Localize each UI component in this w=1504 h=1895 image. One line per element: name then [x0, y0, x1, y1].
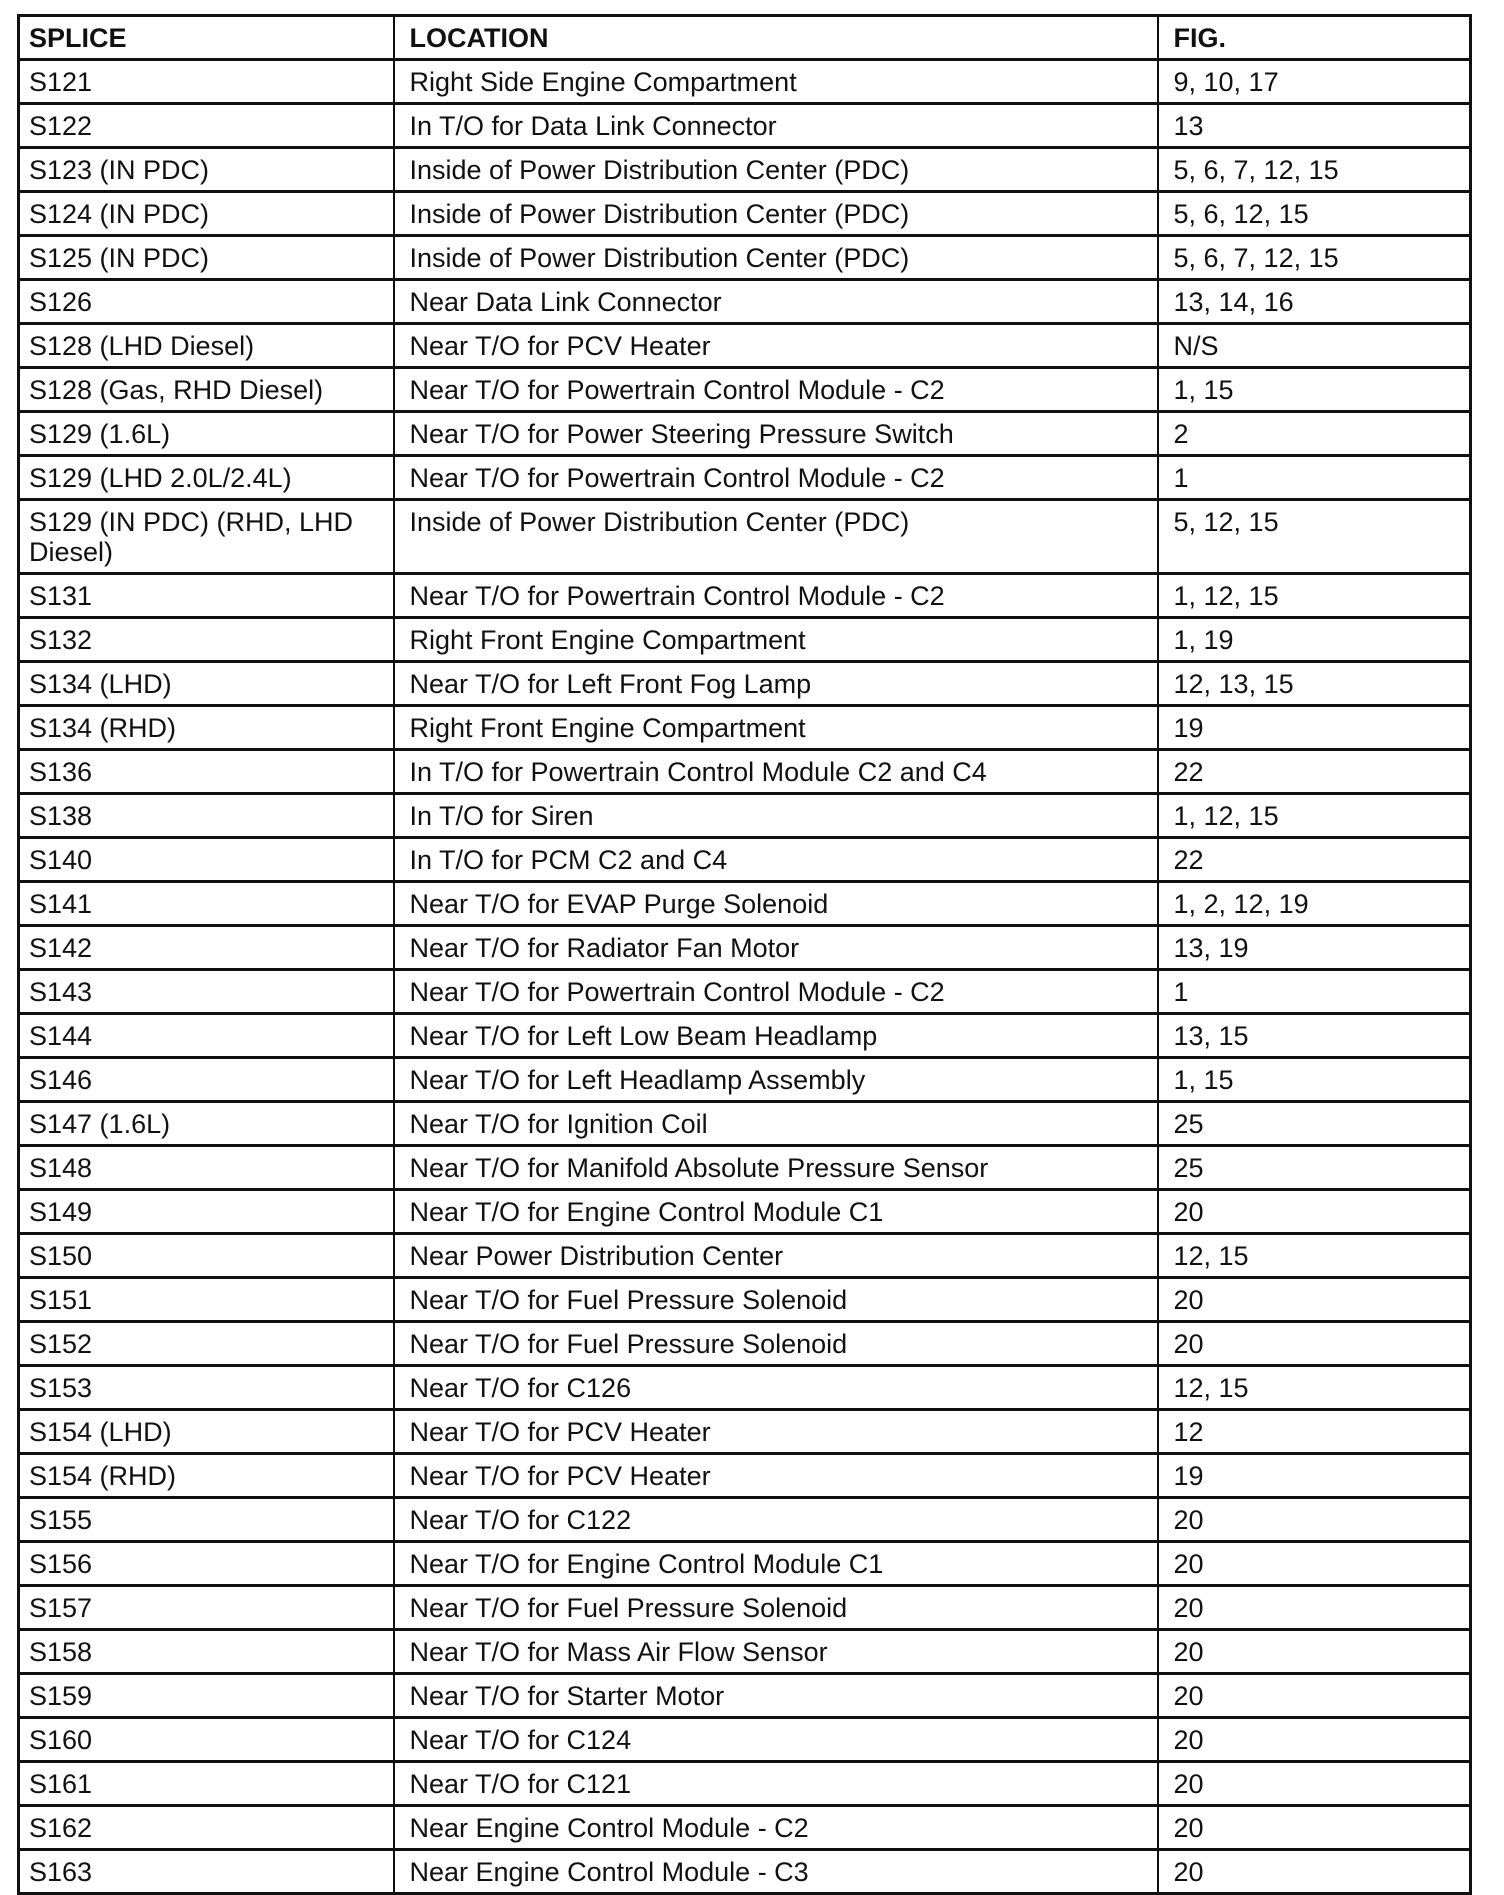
- location-cell: Near T/O for PCV Heater: [394, 1410, 1158, 1454]
- table-row: [19, 926, 1471, 970]
- location-cell: Near T/O for EVAP Purge Solenoid: [394, 882, 1158, 926]
- table-row: [19, 1014, 1471, 1058]
- location-cell: Inside of Power Distribution Center (PDC): [394, 148, 1158, 192]
- table-row: [19, 1102, 1471, 1146]
- splice-cell: S136: [19, 750, 394, 794]
- table-row: [19, 1806, 1471, 1850]
- table-row: [19, 706, 1471, 750]
- table-row: [19, 838, 1471, 882]
- fig-cell: 20: [1158, 1806, 1471, 1850]
- splice-cell: S152: [19, 1322, 394, 1366]
- fig-cell: 20: [1158, 1278, 1471, 1322]
- location-cell: Right Front Engine Compartment: [394, 706, 1158, 750]
- fig-cell: 19: [1158, 706, 1471, 750]
- column-header-location: LOCATION: [394, 16, 1158, 60]
- fig-cell: 1, 2, 12, 19: [1158, 882, 1471, 926]
- table-row: [19, 104, 1471, 148]
- table-row: [19, 456, 1471, 500]
- fig-cell: 1: [1158, 970, 1471, 1014]
- fig-cell: 12, 15: [1158, 1366, 1471, 1410]
- splice-cell: S132: [19, 618, 394, 662]
- table-row: [19, 1366, 1471, 1410]
- table-row: [19, 412, 1471, 456]
- location-cell: Inside of Power Distribution Center (PDC): [394, 500, 1158, 574]
- location-cell: In T/O for Data Link Connector: [394, 104, 1158, 148]
- location-cell: Near Power Distribution Center: [394, 1234, 1158, 1278]
- table-row: [19, 1278, 1471, 1322]
- fig-cell: 20: [1158, 1850, 1471, 1894]
- table-row: [19, 60, 1471, 104]
- fig-cell: 13, 14, 16: [1158, 280, 1471, 324]
- table-row: [19, 1762, 1471, 1806]
- splice-cell: S129 (1.6L): [19, 412, 394, 456]
- table-row: [19, 750, 1471, 794]
- splice-cell: S134 (LHD): [19, 662, 394, 706]
- splice-cell: S153: [19, 1366, 394, 1410]
- location-cell: Near T/O for Power Steering Pressure Switch: [394, 412, 1158, 456]
- splice-cell: S144: [19, 1014, 394, 1058]
- splice-cell: S141: [19, 882, 394, 926]
- fig-cell: 1, 19: [1158, 618, 1471, 662]
- column-header-fig: FIG.: [1158, 16, 1471, 60]
- splice-cell: S140: [19, 838, 394, 882]
- splice-cell: S126: [19, 280, 394, 324]
- location-cell: Near T/O for Ignition Coil: [394, 1102, 1158, 1146]
- location-cell: Near T/O for Powertrain Control Module - C2: [394, 970, 1158, 1014]
- fig-cell: 1, 15: [1158, 368, 1471, 412]
- splice-cell: S163: [19, 1850, 394, 1894]
- table-row: [19, 1498, 1471, 1542]
- table-row: [19, 1058, 1471, 1102]
- location-cell: Near T/O for Powertrain Control Module - C2: [394, 574, 1158, 618]
- splice-cell: S162: [19, 1806, 394, 1850]
- fig-cell: 9, 10, 17: [1158, 60, 1471, 104]
- table-row: [19, 192, 1471, 236]
- location-cell: Near T/O for Powertrain Control Module - C2: [394, 368, 1158, 412]
- fig-cell: 1, 12, 15: [1158, 794, 1471, 838]
- splice-cell: S138: [19, 794, 394, 838]
- splice-cell: S146: [19, 1058, 394, 1102]
- table-row: [19, 1454, 1471, 1498]
- splice-cell: S125 (IN PDC): [19, 236, 394, 280]
- splice-location-table: [17, 14, 1472, 1895]
- table-body: [19, 60, 1471, 1894]
- fig-cell: 5, 6, 7, 12, 15: [1158, 148, 1471, 192]
- table-row: [19, 882, 1471, 926]
- table-row: [19, 794, 1471, 838]
- splice-cell: S150: [19, 1234, 394, 1278]
- fig-cell: 13: [1158, 104, 1471, 148]
- location-cell: Right Side Engine Compartment: [394, 60, 1158, 104]
- table-row: [19, 1190, 1471, 1234]
- splice-cell: S154 (LHD): [19, 1410, 394, 1454]
- fig-cell: 1, 15: [1158, 1058, 1471, 1102]
- table-row: [19, 1542, 1471, 1586]
- table-row: [19, 280, 1471, 324]
- location-cell: In T/O for Powertrain Control Module C2 and C4: [394, 750, 1158, 794]
- fig-cell: 20: [1158, 1630, 1471, 1674]
- location-cell: Inside of Power Distribution Center (PDC): [394, 236, 1158, 280]
- splice-cell: S149: [19, 1190, 394, 1234]
- table-row: [19, 1322, 1471, 1366]
- location-cell: Near T/O for Radiator Fan Motor: [394, 926, 1158, 970]
- location-cell: Near T/O for Fuel Pressure Solenoid: [394, 1278, 1158, 1322]
- location-cell: Near T/O for Powertrain Control Module - C2: [394, 456, 1158, 500]
- splice-cell: S134 (RHD): [19, 706, 394, 750]
- location-cell: In T/O for Siren: [394, 794, 1158, 838]
- table-row: [19, 1718, 1471, 1762]
- location-cell: Near Data Link Connector: [394, 280, 1158, 324]
- splice-cell: S148: [19, 1146, 394, 1190]
- table-row: [19, 1850, 1471, 1894]
- table-row: [19, 662, 1471, 706]
- splice-cell: S128 (Gas, RHD Diesel): [19, 368, 394, 412]
- fig-cell: 12, 13, 15: [1158, 662, 1471, 706]
- fig-cell: 5, 6, 12, 15: [1158, 192, 1471, 236]
- fig-cell: 22: [1158, 750, 1471, 794]
- location-cell: Near T/O for Manifold Absolute Pressure Sensor: [394, 1146, 1158, 1190]
- location-cell: Near T/O for Fuel Pressure Solenoid: [394, 1586, 1158, 1630]
- table-row: [19, 1630, 1471, 1674]
- splice-cell: S147 (1.6L): [19, 1102, 394, 1146]
- table-row: [19, 1146, 1471, 1190]
- table-row: [19, 618, 1471, 662]
- table-row: [19, 1674, 1471, 1718]
- splice-cell: S156: [19, 1542, 394, 1586]
- fig-cell: 13, 15: [1158, 1014, 1471, 1058]
- splice-cell: S160: [19, 1718, 394, 1762]
- fig-cell: 12, 15: [1158, 1234, 1471, 1278]
- table-row: [19, 574, 1471, 618]
- location-cell: Near T/O for PCV Heater: [394, 324, 1158, 368]
- table-row: [19, 970, 1471, 1014]
- location-cell: Near T/O for Left Headlamp Assembly: [394, 1058, 1158, 1102]
- location-cell: Near T/O for Engine Control Module C1: [394, 1190, 1158, 1234]
- fig-cell: 20: [1158, 1762, 1471, 1806]
- location-cell: Near T/O for PCV Heater: [394, 1454, 1158, 1498]
- fig-cell: 22: [1158, 838, 1471, 882]
- fig-cell: 25: [1158, 1146, 1471, 1190]
- splice-cell: S122: [19, 104, 394, 148]
- fig-cell: 20: [1158, 1322, 1471, 1366]
- splice-cell: S151: [19, 1278, 394, 1322]
- location-cell: Near T/O for Fuel Pressure Solenoid: [394, 1322, 1158, 1366]
- splice-cell: S121: [19, 60, 394, 104]
- splice-cell: S129 (IN PDC) (RHD, LHD Diesel): [19, 500, 394, 574]
- location-cell: Near T/O for C121: [394, 1762, 1158, 1806]
- fig-cell: 5, 12, 15: [1158, 500, 1471, 574]
- location-cell: Inside of Power Distribution Center (PDC): [394, 192, 1158, 236]
- splice-cell: S124 (IN PDC): [19, 192, 394, 236]
- table-row: [19, 500, 1471, 574]
- splice-cell: S128 (LHD Diesel): [19, 324, 394, 368]
- fig-cell: N/S: [1158, 324, 1471, 368]
- location-cell: Near Engine Control Module - C3: [394, 1850, 1158, 1894]
- fig-cell: 2: [1158, 412, 1471, 456]
- table-header-row: [19, 16, 1471, 60]
- splice-cell: S157: [19, 1586, 394, 1630]
- fig-cell: 1, 12, 15: [1158, 574, 1471, 618]
- location-cell: Near T/O for Left Low Beam Headlamp: [394, 1014, 1158, 1058]
- location-cell: Near Engine Control Module - C2: [394, 1806, 1158, 1850]
- location-cell: Near T/O for C124: [394, 1718, 1158, 1762]
- splice-cell: S131: [19, 574, 394, 618]
- location-cell: Near T/O for Left Front Fog Lamp: [394, 662, 1158, 706]
- location-cell: In T/O for PCM C2 and C4: [394, 838, 1158, 882]
- table-row: [19, 368, 1471, 412]
- table-row: [19, 236, 1471, 280]
- table-row: [19, 148, 1471, 192]
- location-cell: Near T/O for C126: [394, 1366, 1158, 1410]
- fig-cell: 20: [1158, 1674, 1471, 1718]
- splice-cell: S129 (LHD 2.0L/2.4L): [19, 456, 394, 500]
- location-cell: Near T/O for Starter Motor: [394, 1674, 1158, 1718]
- splice-cell: S155: [19, 1498, 394, 1542]
- location-cell: Near T/O for Engine Control Module C1: [394, 1542, 1158, 1586]
- fig-cell: 20: [1158, 1718, 1471, 1762]
- splice-cell: S154 (RHD): [19, 1454, 394, 1498]
- location-cell: Near T/O for C122: [394, 1498, 1158, 1542]
- splice-cell: S161: [19, 1762, 394, 1806]
- fig-cell: 20: [1158, 1190, 1471, 1234]
- splice-cell: S159: [19, 1674, 394, 1718]
- fig-cell: 5, 6, 7, 12, 15: [1158, 236, 1471, 280]
- fig-cell: 1: [1158, 456, 1471, 500]
- fig-cell: 19: [1158, 1454, 1471, 1498]
- splice-cell: S142: [19, 926, 394, 970]
- column-header-splice: SPLICE: [19, 16, 394, 60]
- table-row: [19, 1410, 1471, 1454]
- fig-cell: 20: [1158, 1542, 1471, 1586]
- location-cell: Near T/O for Mass Air Flow Sensor: [394, 1630, 1158, 1674]
- splice-cell: S158: [19, 1630, 394, 1674]
- fig-cell: 12: [1158, 1410, 1471, 1454]
- splice-cell: S123 (IN PDC): [19, 148, 394, 192]
- fig-cell: 20: [1158, 1586, 1471, 1630]
- fig-cell: 25: [1158, 1102, 1471, 1146]
- location-cell: Right Front Engine Compartment: [394, 618, 1158, 662]
- table-row: [19, 1586, 1471, 1630]
- table-row: [19, 324, 1471, 368]
- table-row: [19, 1234, 1471, 1278]
- fig-cell: 13, 19: [1158, 926, 1471, 970]
- fig-cell: 20: [1158, 1498, 1471, 1542]
- splice-cell: S143: [19, 970, 394, 1014]
